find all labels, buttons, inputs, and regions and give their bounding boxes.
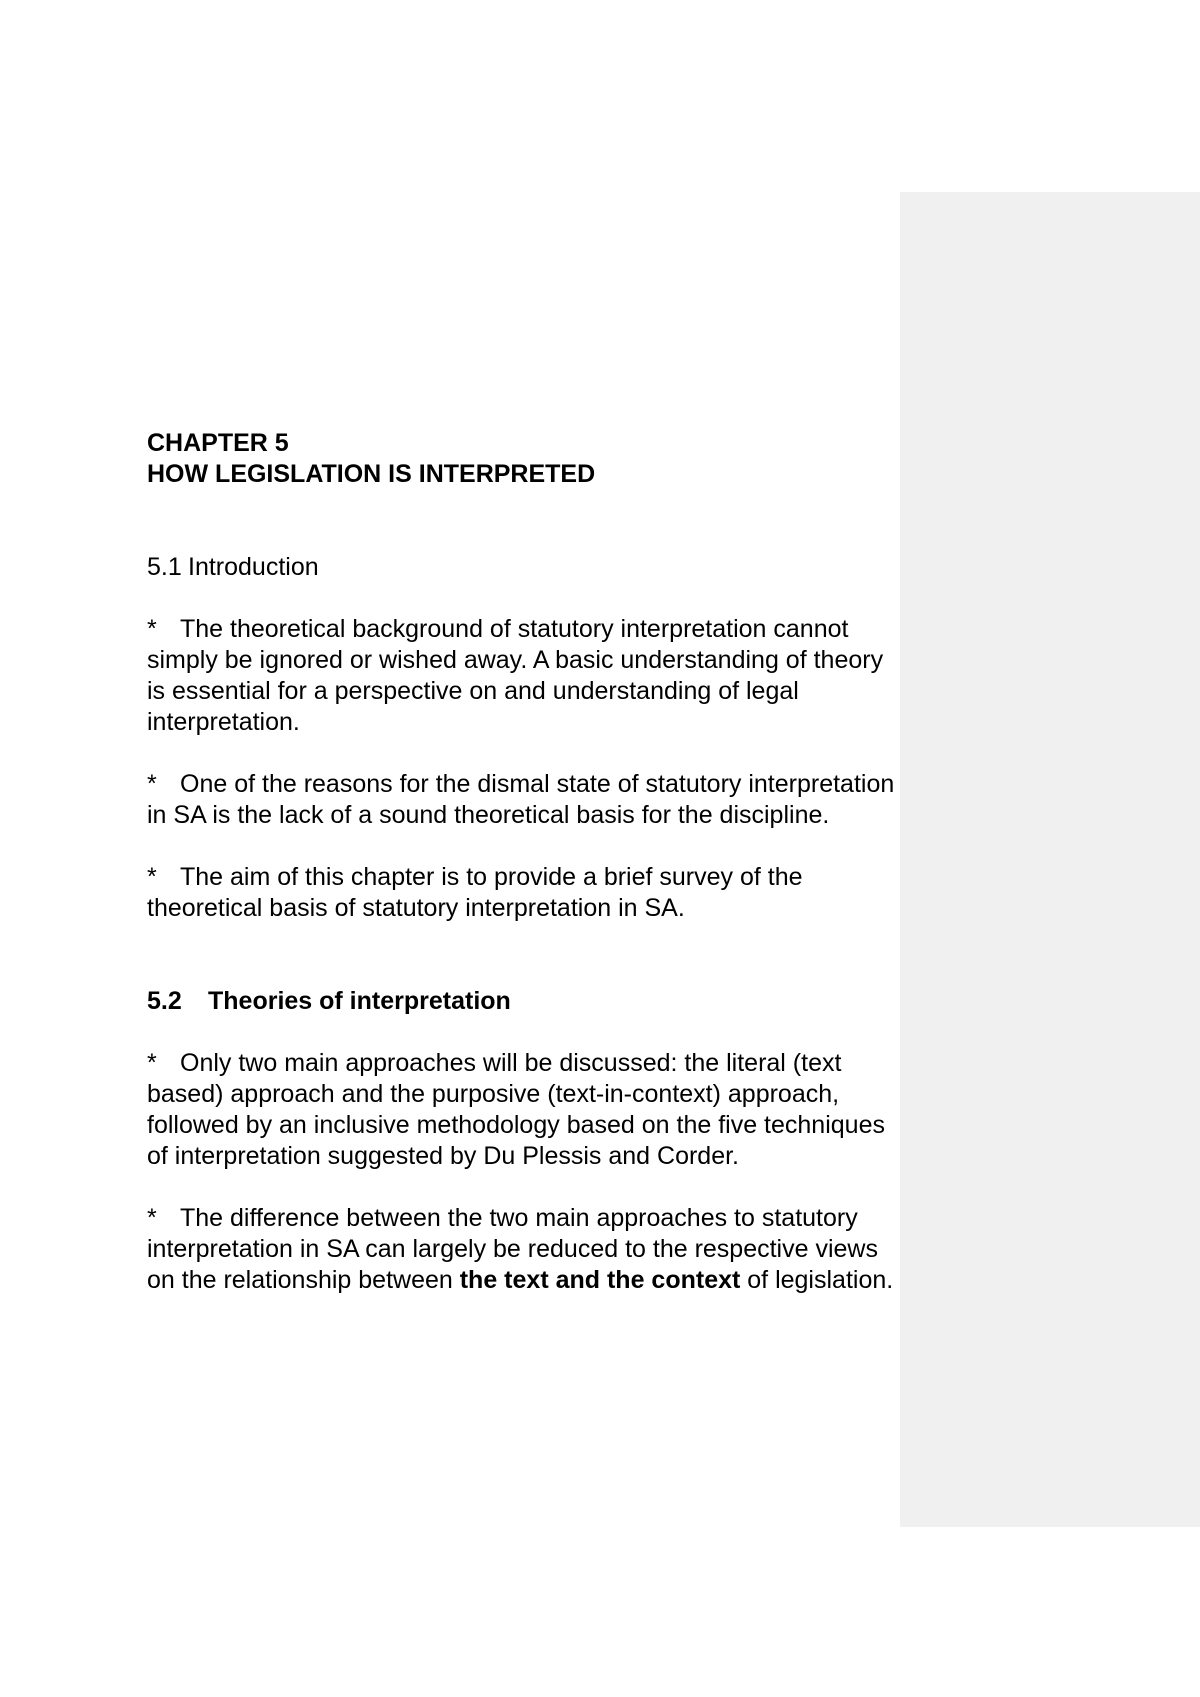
paragraph-chapter-aim: [147, 862, 897, 924]
section-title: Theories of interpretation: [208, 987, 511, 1015]
bullet-marker: *: [147, 863, 157, 891]
paragraph-two-approaches: [147, 1048, 897, 1172]
paragraph-text: The aim of this chapter is to provide a brief survey of the theoretical basis of statutory interpretation in SA.: [147, 863, 803, 922]
paragraph-approach-difference: [147, 1203, 897, 1296]
section-heading-5-1: [147, 552, 897, 583]
section-number: 5.1: [147, 553, 182, 581]
document-body: [147, 428, 897, 1296]
chapter-number: CHAPTER 5: [147, 429, 289, 457]
paragraph-text: One of the reasons for the dismal state of statutory interpretation in SA is the lack of a sound theoretical basis for the discipline.: [147, 770, 895, 829]
section-number: 5.2: [147, 987, 182, 1015]
paragraph-text: Only two main approaches will be discussed: the literal (text based) approach and the purposive (text-in-context) approach, followed by an inclusive methodology based on the five techniques of interpretation suggested by Du Plessis and Corder.: [147, 1049, 885, 1170]
paragraph-text-end: of legislation.: [740, 1266, 894, 1294]
bullet-marker: *: [147, 615, 157, 643]
paragraph-text: The difference between the two main approaches to statutory interpretation in SA can largely be reduced to the respective views on the relationship between: [147, 1204, 878, 1294]
section-heading-5-2: [147, 986, 897, 1017]
emphasis-text: the text and the context: [459, 1266, 741, 1294]
paragraph-text: The theoretical background of statutory interpretation cannot simply be ignored or wished away. A basic understanding of theory is essential for a perspective on and understanding of legal interpretation.: [147, 615, 884, 736]
bullet-marker: *: [147, 1049, 157, 1077]
bullet-marker: *: [147, 770, 157, 798]
paragraph-theory-background: [147, 614, 897, 738]
paragraph-dismal-state: [147, 769, 897, 831]
section-title: Introduction: [188, 553, 319, 581]
chapter-title: HOW LEGISLATION IS INTERPRETED: [147, 460, 596, 488]
bullet-marker: *: [147, 1204, 157, 1232]
comment-margin-pane: [900, 192, 1200, 1527]
